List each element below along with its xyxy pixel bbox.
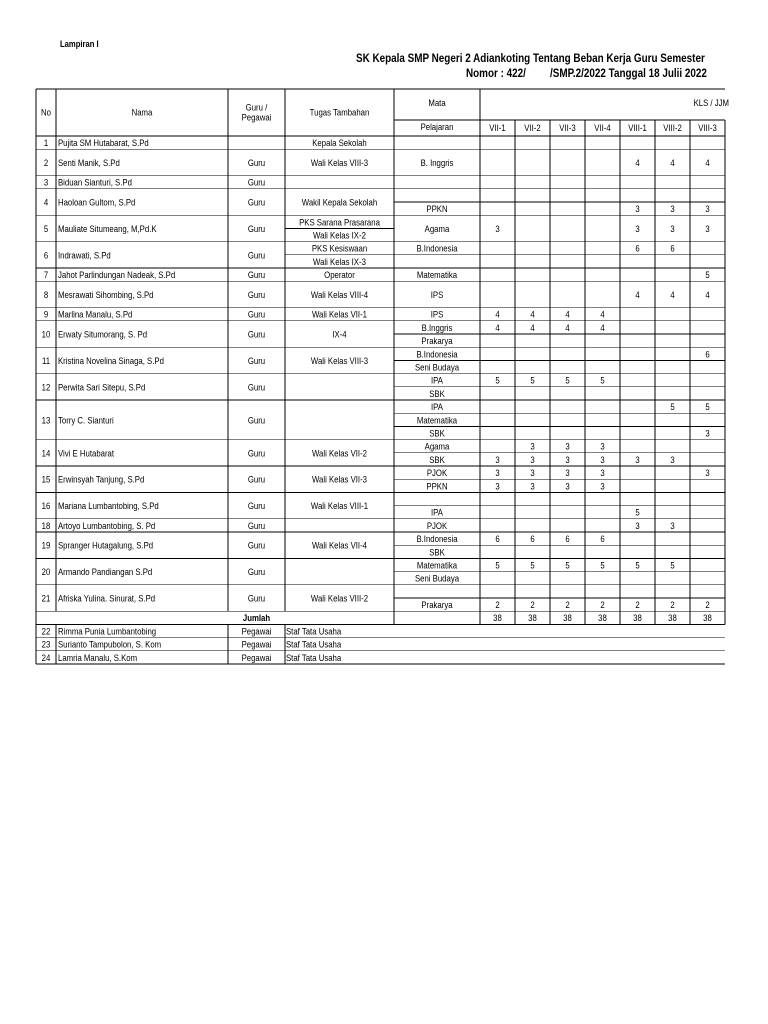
hours-cell: 4 [495, 308, 500, 320]
tugas-tambahan: Kepala Sekolah [312, 137, 367, 149]
teacher-name: Mauliate Situmeang, M,Pd.K [58, 223, 157, 235]
hours-cell: 3 [705, 467, 710, 479]
hours-cell: 5 [600, 559, 605, 571]
subject-name: Matematika [416, 559, 458, 571]
status-cell: Guru [247, 196, 266, 208]
hours-cell: 3 [495, 454, 500, 466]
subject-name: Seni Budaya [414, 572, 460, 584]
row-number: 24 [41, 652, 51, 663]
jumlah-cell: 38 [598, 612, 607, 624]
subject-name: SBK [429, 454, 445, 466]
row-number: 14 [41, 447, 51, 459]
teacher-name: Indrawati, S.Pd [58, 249, 111, 261]
status-cell: Guru [247, 381, 266, 393]
header-nama: Nama [131, 106, 153, 118]
hours-cell: 3 [705, 223, 710, 235]
row-number: 22 [41, 625, 51, 637]
hours-cell: 5 [635, 506, 640, 518]
status-cell: Guru [247, 592, 266, 604]
tugas-tambahan: Wali Kelas VII-1 [311, 308, 368, 320]
header-tugas: Tugas Tambahan [309, 106, 370, 118]
teacher-name: Marlina Manalu, S.Pd [58, 308, 133, 320]
row-number: 18 [41, 520, 51, 532]
hours-cell: 3 [495, 480, 500, 492]
subject-name: B. Inggris [420, 157, 454, 169]
hours-cell: 3 [600, 454, 605, 466]
jumlah-label: Jumlah [242, 612, 271, 624]
tugas-tambahan: Wali Kelas VII-3 [311, 473, 368, 485]
teacher-name: Mariana Lumbantobing, S.Pd [58, 500, 159, 512]
subject-name: IPA [431, 374, 443, 386]
teacher-name: Afriska Yulina. Sinurat, S.Pd [58, 592, 156, 604]
tugas-tambahan: Operator [324, 269, 355, 281]
hours-cell: 5 [670, 559, 675, 571]
status-cell: Guru [247, 539, 266, 551]
hours-cell: 3 [670, 223, 675, 235]
hours-cell: 3 [635, 223, 640, 235]
header-no: No [41, 106, 51, 118]
teacher-name: Haoloan Gultom, S.Pd [58, 196, 136, 208]
staff-role: Staf Tata Usaha [286, 652, 342, 663]
row-number: 4 [43, 196, 49, 208]
hours-cell: 4 [600, 322, 605, 334]
tugas-tambahan: Wali Kelas IX-2 [313, 229, 366, 241]
subject-name: IPS [430, 289, 444, 301]
tugas-tambahan: Wali Kelas VIII-3 [310, 355, 369, 367]
staff-name: Rimma Punia Lumbantobing [58, 625, 157, 637]
teacher-name: Biduan Sianturi, S.Pd [58, 176, 132, 188]
row-number: 19 [41, 539, 51, 551]
hours-cell: 3 [565, 480, 570, 492]
status-cell: Guru [247, 223, 266, 235]
tugas-tambahan: Wali Kelas VIII-3 [310, 157, 369, 169]
hours-cell: 5 [705, 401, 710, 413]
hours-cell: 6 [670, 242, 675, 254]
tugas-tambahan: Wali Kelas VII-4 [311, 539, 368, 551]
status-cell: Guru [247, 447, 266, 459]
row-number: 20 [41, 566, 51, 578]
subject-name: B.Indonesia [416, 533, 458, 545]
class-header: VII-1 [489, 122, 506, 134]
hours-cell: 2 [530, 599, 535, 611]
status-cell: Guru [247, 176, 266, 188]
teacher-name: Perwita Sari Sitepu, S.Pd [58, 381, 146, 393]
subject-name: SBK [429, 546, 445, 558]
status-cell: Guru [247, 249, 266, 261]
class-header: VII-2 [524, 122, 541, 134]
hours-cell: 4 [530, 308, 535, 320]
class-header: VIII-1 [628, 122, 647, 134]
attachment-label: Lampiran I [60, 39, 99, 49]
hours-cell: 2 [495, 599, 500, 611]
teacher-name: Vivi E Hutabarat [58, 447, 115, 459]
status-cell: Guru [247, 566, 266, 578]
row-number: 1 [43, 137, 49, 149]
hours-cell: 5 [670, 401, 675, 413]
teacher-name: Artoyo Lumbantobing, S. Pd [58, 520, 156, 532]
jumlah-cell: 38 [633, 612, 642, 624]
status-cell: Guru [247, 500, 266, 512]
subject-name: IPA [431, 401, 443, 413]
row-number: 7 [43, 269, 49, 281]
jumlah-cell: 38 [703, 612, 712, 624]
teacher-name: Pujita SM Hutabarat, S.Pd [58, 137, 149, 149]
staff-name: Lamria Manalu, S.Kom [58, 652, 138, 663]
hours-cell: 4 [635, 157, 640, 169]
hours-cell: 2 [635, 599, 640, 611]
hours-cell: 3 [530, 440, 535, 452]
hours-cell: 3 [600, 467, 605, 479]
jumlah-cell: 38 [528, 612, 537, 624]
hours-cell: 4 [670, 157, 675, 169]
hours-cell: 5 [565, 374, 570, 386]
hours-cell: 3 [705, 203, 710, 215]
hours-cell: 2 [705, 599, 710, 611]
tugas-tambahan: Wali Kelas VIII-1 [310, 500, 369, 512]
hours-cell: 3 [635, 203, 640, 215]
hours-cell: 5 [495, 559, 500, 571]
hours-cell: 5 [495, 374, 500, 386]
hours-cell: 4 [565, 322, 570, 334]
header-pelajaran: Pelajaran [420, 121, 454, 133]
row-number: 13 [41, 414, 51, 426]
subject-name: PPKN [426, 480, 448, 492]
subject-name: B.Inggris [421, 322, 453, 334]
subject-name: Matematika [416, 414, 458, 426]
header-mata: Mata [428, 97, 446, 109]
hours-cell: 6 [495, 533, 500, 545]
hours-cell: 3 [565, 467, 570, 479]
status-cell: Guru [247, 355, 266, 367]
subject-name: Prakarya [421, 335, 453, 347]
hours-cell: 6 [530, 533, 535, 545]
hours-cell: 5 [600, 374, 605, 386]
hours-cell: 6 [705, 348, 710, 360]
hours-cell: 4 [495, 322, 500, 334]
hours-cell: 3 [495, 467, 500, 479]
hours-cell: 2 [565, 599, 570, 611]
tugas-tambahan: Wali Kelas VIII-4 [310, 289, 369, 301]
status-cell: Guru [247, 520, 266, 532]
number-prefix: Nomor : 422/ [466, 68, 526, 80]
subject-name: IPA [431, 506, 443, 518]
row-number: 5 [43, 223, 49, 235]
hours-cell: 5 [530, 374, 535, 386]
staff-role: Staf Tata Usaha [286, 625, 342, 637]
hours-cell: 4 [705, 157, 710, 169]
header-guru-pegawai: Pegawai [241, 111, 272, 123]
teacher-name: Kristina Novelina Sinaga, S.Pd [58, 355, 164, 367]
hours-cell: 3 [635, 520, 640, 532]
class-header: VII-4 [594, 122, 611, 134]
hours-cell: 2 [600, 599, 605, 611]
tugas-tambahan: Wali Kelas VIII-2 [310, 592, 369, 604]
jumlah-cell: 38 [668, 612, 677, 624]
hours-cell: 3 [670, 454, 675, 466]
status-cell: Guru [247, 157, 266, 169]
teacher-name: Senti Manik, S.Pd [58, 157, 120, 169]
hours-cell: 5 [565, 559, 570, 571]
row-number: 11 [41, 355, 51, 367]
hours-cell: 4 [670, 289, 675, 301]
staff-role: Staf Tata Usaha [286, 638, 342, 650]
tugas-tambahan: PKS Sarana Prasarana [299, 216, 380, 228]
teacher-name: Spranger Hutagalung, S.Pd [58, 539, 154, 551]
header-kls-jjm: KLS / JJM [693, 97, 730, 109]
hours-cell: 4 [705, 289, 710, 301]
teacher-name: Armando Pandiangan S.Pd [58, 566, 153, 578]
subject-name: IPS [430, 308, 444, 320]
row-number: 16 [41, 500, 51, 512]
hours-cell: 3 [530, 480, 535, 492]
jumlah-cell: 38 [563, 612, 572, 624]
subject-name: PJOK [426, 520, 448, 532]
status-cell: Guru [247, 473, 266, 485]
hours-cell: 3 [670, 520, 675, 532]
hours-cell: 3 [600, 440, 605, 452]
subject-name: Matematika [416, 269, 458, 281]
row-number: 3 [43, 176, 49, 188]
tugas-tambahan: IX-4 [332, 328, 347, 340]
hours-cell: 3 [670, 203, 675, 215]
subject-name: Agama [424, 223, 450, 235]
hours-cell: 3 [635, 454, 640, 466]
number-suffix: /SMP.2/2022 Tanggal 18 Julii 2022 [549, 68, 707, 80]
hours-cell: 4 [565, 308, 570, 320]
hours-cell: 4 [530, 322, 535, 334]
staff-name: Surianto Tampubolon, S. Kom [58, 638, 162, 650]
subject-name: PPKN [426, 203, 448, 215]
tugas-tambahan: PKS Kesiswaan [311, 242, 368, 254]
teacher-name: Torry C. Sianturi [58, 414, 114, 426]
class-header: VIII-2 [663, 122, 682, 134]
teacher-name: Erwinsyah Tanjung, S.Pd [58, 473, 145, 485]
subject-name: B.Indonesia [416, 348, 458, 360]
status-cell: Guru [247, 289, 266, 301]
subject-name: SBK [429, 427, 445, 439]
class-header: VIII-3 [698, 122, 717, 134]
row-number: 2 [43, 157, 49, 169]
row-number: 8 [43, 289, 49, 301]
hours-cell: 4 [600, 308, 605, 320]
status-cell: Guru [247, 308, 266, 320]
tugas-tambahan: Wali Kelas IX-3 [313, 256, 366, 268]
hours-cell: 5 [705, 269, 710, 281]
hours-cell: 3 [600, 480, 605, 492]
status-cell: Guru [247, 328, 266, 340]
document-title: SK Kepala SMP Negeri 2 Adiankoting Tentang Beban Kerja Guru Semester [356, 53, 705, 65]
hours-cell: 6 [565, 533, 570, 545]
hours-cell: 5 [635, 559, 640, 571]
status-cell: Pegawai [241, 652, 272, 663]
tugas-tambahan: Wakil Kepala Sekolah [301, 196, 378, 208]
row-number: 9 [43, 308, 49, 320]
hours-cell: 3 [705, 427, 710, 439]
hours-cell: 3 [530, 467, 535, 479]
subject-name: Prakarya [421, 599, 453, 611]
hours-cell: 2 [670, 599, 675, 611]
row-number: 15 [41, 473, 51, 485]
hours-cell: 5 [530, 559, 535, 571]
row-number: 21 [41, 592, 51, 604]
subject-name: SBK [429, 388, 445, 400]
hours-cell: 4 [635, 289, 640, 301]
jumlah-cell: 38 [493, 612, 502, 624]
row-number: 23 [41, 638, 51, 650]
tugas-tambahan: Wali Kelas VII-2 [311, 447, 368, 459]
row-number: 6 [43, 249, 49, 261]
hours-cell: 6 [635, 242, 640, 254]
status-cell: Pegawai [241, 625, 272, 637]
status-cell: Guru [247, 414, 266, 426]
hours-cell: 3 [530, 454, 535, 466]
teacher-name: Erwaty Situmorang, S. Pd [58, 328, 148, 340]
header-guru-pegawai: Guru / [245, 101, 268, 113]
subject-name: B.Indonesia [416, 242, 458, 254]
hours-cell: 3 [495, 223, 500, 235]
row-number: 10 [41, 328, 51, 340]
status-cell: Pegawai [241, 638, 272, 650]
teacher-name: Mesrawati Sihombing, S.Pd [58, 289, 154, 301]
hours-cell: 6 [600, 533, 605, 545]
status-cell: Guru [247, 269, 266, 281]
subject-name: Agama [424, 440, 450, 452]
hours-cell: 3 [565, 454, 570, 466]
subject-name: PJOK [426, 467, 448, 479]
class-header: VII-3 [559, 122, 576, 134]
teacher-name: Jahot Parlindungan Nadeak, S.Pd [58, 269, 176, 281]
row-number: 12 [41, 381, 51, 393]
subject-name: Seni Budaya [414, 361, 460, 373]
hours-cell: 3 [565, 440, 570, 452]
